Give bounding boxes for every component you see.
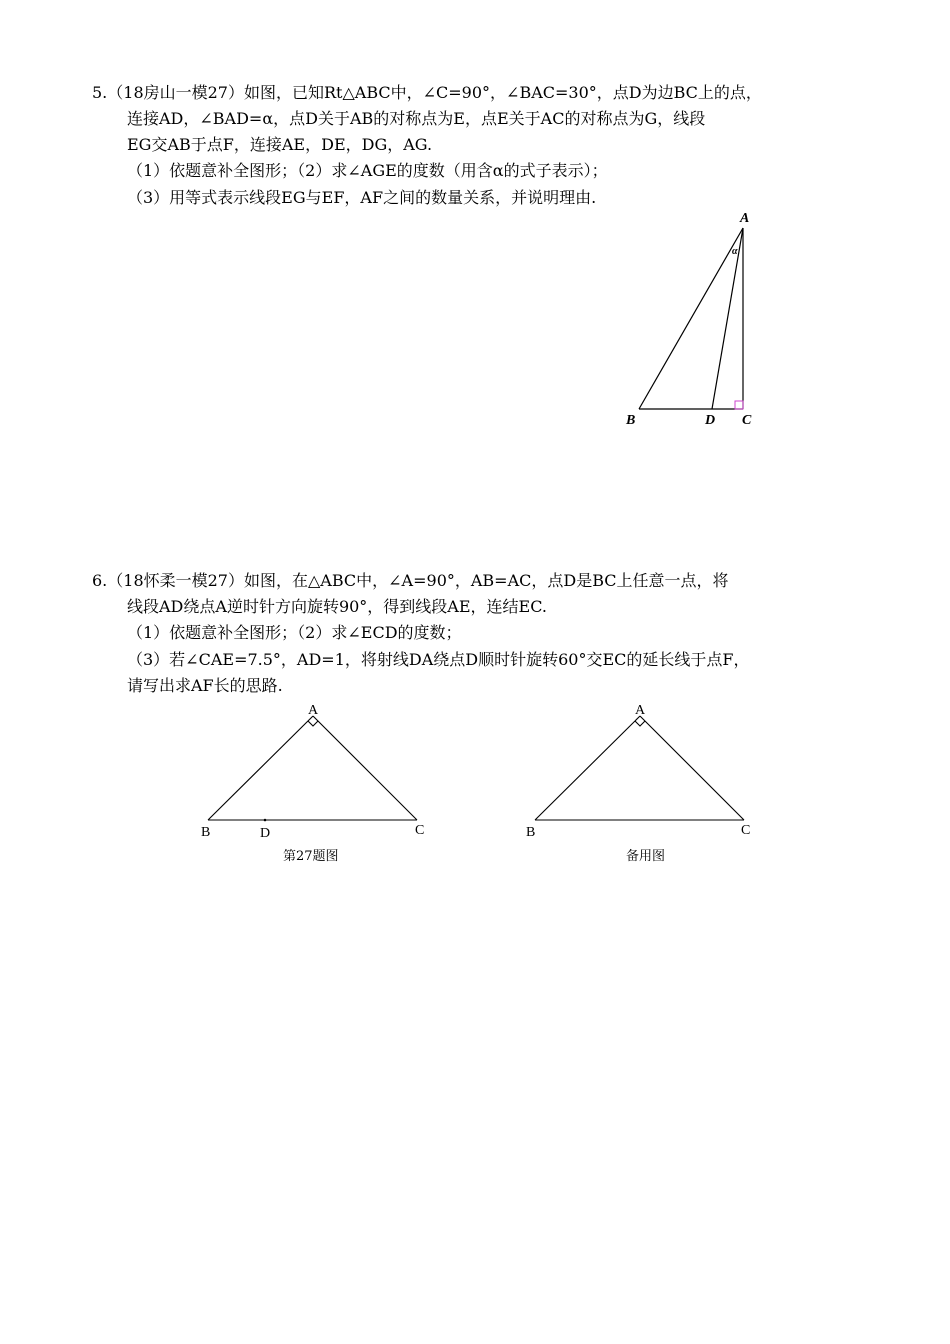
- problem5-line4: （1）依题意补全图形；（2）求∠AGE的度数（用含α的式子表示）；: [127, 161, 608, 180]
- backup-label-c: C: [741, 823, 751, 838]
- label-d: D: [705, 413, 716, 428]
- backup-segment-ab: [535, 716, 640, 820]
- problem5-line2: 连接AD，∠BAD=α，点D关于AB的对称点为E，点E关于AC的对称点为G，线段: [127, 109, 706, 128]
- problem6-line4: （3）若∠CAE=7.5°，AD=1，将射线DA绕点D顺时针旋转60°交EC的延长线于点F，: [127, 650, 750, 669]
- label-a: A: [740, 211, 750, 226]
- fig27-label-b: B: [201, 825, 211, 840]
- fig27-label-c: C: [415, 823, 425, 838]
- problem6-line3: （1）依题意补全图形；（2）求∠ECD的度数；: [127, 623, 462, 642]
- problem6-line1: 6.（18怀柔一模27）如图，在△ABC中，∠A=90°，AB=AC，点D是BC上任意一点，将: [92, 571, 729, 590]
- fig27-label-d: D: [260, 826, 271, 841]
- problem6-line2: 线段AD绕点A逆时针方向旋转90°，得到线段AE，连结EC.: [127, 597, 547, 616]
- fig27-caption: 第27题图: [283, 849, 339, 864]
- problem5-line3: EG交AB于点F，连接AE，DE，DG，AG.: [127, 135, 433, 154]
- fig27-segment-ab: [208, 716, 313, 820]
- right-angle-mark: [735, 401, 743, 409]
- fig27-point-d: [264, 819, 267, 822]
- label-alpha: α: [732, 246, 738, 257]
- problem6-line5: 请写出求AF长的思路.: [127, 676, 283, 695]
- backup-caption: 备用图: [626, 849, 666, 864]
- backup-segment-ac: [640, 716, 744, 820]
- segment-ab: [639, 228, 743, 409]
- fig27-label-a: A: [308, 703, 319, 718]
- backup-label-b: B: [526, 825, 536, 840]
- fig27-right-angle-mark: [308, 721, 318, 726]
- backup-label-a: A: [635, 703, 646, 718]
- label-c: C: [742, 413, 752, 428]
- problem5-line1: 5.（18房山一模27）如图，已知Rt△ABC中，∠C=90°，∠BAC=30°，点D为边BC上的点，: [92, 83, 762, 102]
- figure-backup: [535, 716, 744, 820]
- figure-27: [208, 716, 417, 820]
- segment-ad: [712, 228, 743, 409]
- fig27-segment-ac: [313, 716, 417, 820]
- problem5-line5: （3）用等式表示线段EG与EF，AF之间的数量关系，并说明理由.: [127, 188, 597, 207]
- backup-right-angle-mark: [635, 721, 645, 726]
- label-b: B: [626, 413, 636, 428]
